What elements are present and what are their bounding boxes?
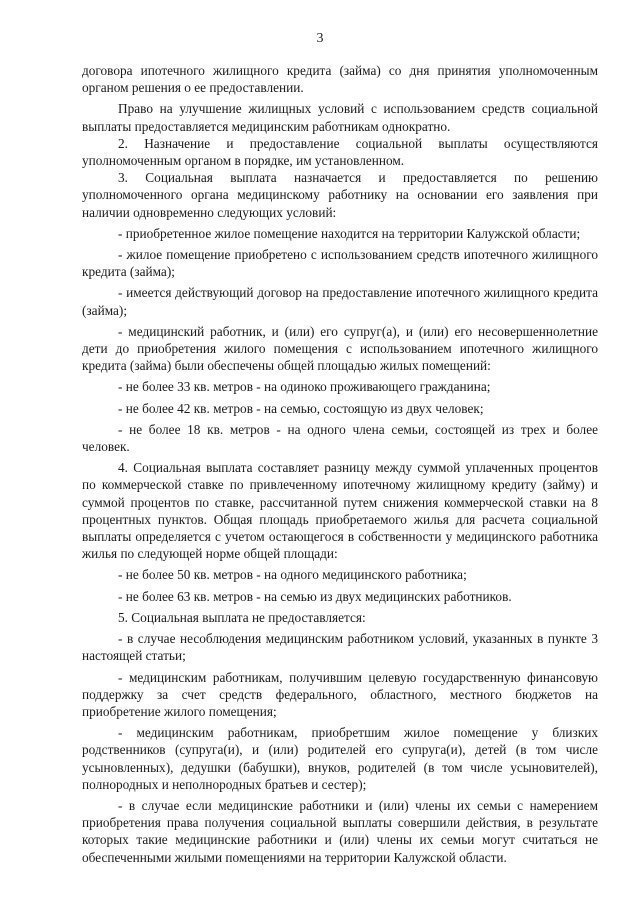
paragraph-5: 4. Социальная выплата составляет разницу между суммой уплаченных процентов по коммерческой ставке по привлеченному ипотечному жилищному кредиту (займу) и суммой процентов по ставке, рассчитанной путем снижения коммерческой ставки на 8 процентных пунктов. Общая площадь приобретаемого жилья для расчета социальной выплаты определяется с учетом остающегося в собственности у медицинского работника жилья по следующей норме общей площади: [82, 460, 598, 562]
list-item-norm-2: - не более 63 кв. метров - на семью из двух медицинских работников. [118, 588, 512, 604]
document-body [82, 62, 598, 866]
page-number: 3 [316, 31, 324, 46]
paragraph-6: 5. Социальная выплата не предоставляется: [118, 609, 366, 625]
list-item-area-3: - не более 18 кв. метров - на одного члена семьи, состоящей из трех и более человек. [82, 421, 598, 455]
list-item-exclusion-4: - в случае если медицинские работники и (или) члены их семьи с намерением приобретения права получения социальной выплаты совершили действия, в результате которых такие медицинские работники и (или) члены их семьи могут считаться не обеспеченными жилыми помещениями на территории Калужской области. [82, 797, 598, 865]
paragraph-2: Право на улучшение жилищных условий с использованием средств социальной выплаты предоставляется медицинским работникам однократно. [82, 101, 598, 134]
paragraph-4: 3. Социальная выплата назначается и предоставляется по решению уполномоченного органа медицинскому работнику на основании его заявления при наличии одновременно следующих условий: [82, 170, 598, 220]
paragraph-3: 2. Назначение и предоставление социальной выплаты осуществляются уполномоченным органом в порядке, им установленном. [82, 135, 598, 169]
list-item-area-2: - не более 42 кв. метров - на семью, состоящую из двух человек; [118, 400, 484, 416]
list-item-condition-2: - жилое помещение приобретено с использованием средств ипотечного жилищного кредита (займа); [82, 247, 598, 280]
list-item-condition-3: - имеется действующий договор на предоставление ипотечного жилищного кредита (займа); [82, 285, 598, 318]
paragraph-1: договора ипотечного жилищного кредита (займа) со дня принятия уполномоченным органом решения о ее предоставлении. [82, 63, 598, 96]
list-item-exclusion-2: - медицинским работникам, получившим целевую государственную финансовую поддержку за счет средств федерального, областного, местного бюджетов на приобретение жилого помещения; [82, 669, 598, 719]
list-item-area-1: - не более 33 кв. метров - на одиноко проживающего гражданина; [118, 379, 491, 395]
list-item-exclusion-1: - в случае несоблюдения медицинским работником условий, указанных в пункте 3 настоящей статьи; [82, 631, 598, 664]
list-item-condition-1: - приобретенное жилое помещение находится на территории Калужской области; [118, 225, 581, 241]
list-item-exclusion-3: - медицинским работникам, приобретшим жилое помещение у близких родственников (супруга(и), и (или) родителей его супруга(и), детей (в том числе усыновленных), дедушки (бабушки), внуков, родителей (в том числе усыновителей), полнородных и неполнородных братьев и сестер); [82, 725, 598, 792]
list-item-norm-1: - не более 50 кв. метров - на одного медицинского работника; [118, 567, 467, 583]
list-item-condition-4: - медицинский работник, и (или) его супруг(а), и (или) его несовершеннолетние дети до приобретения жилого помещения с использованием ипотечного жилищного кредита (займа) были обеспечены общей площадью жилых помещений: [82, 323, 598, 374]
